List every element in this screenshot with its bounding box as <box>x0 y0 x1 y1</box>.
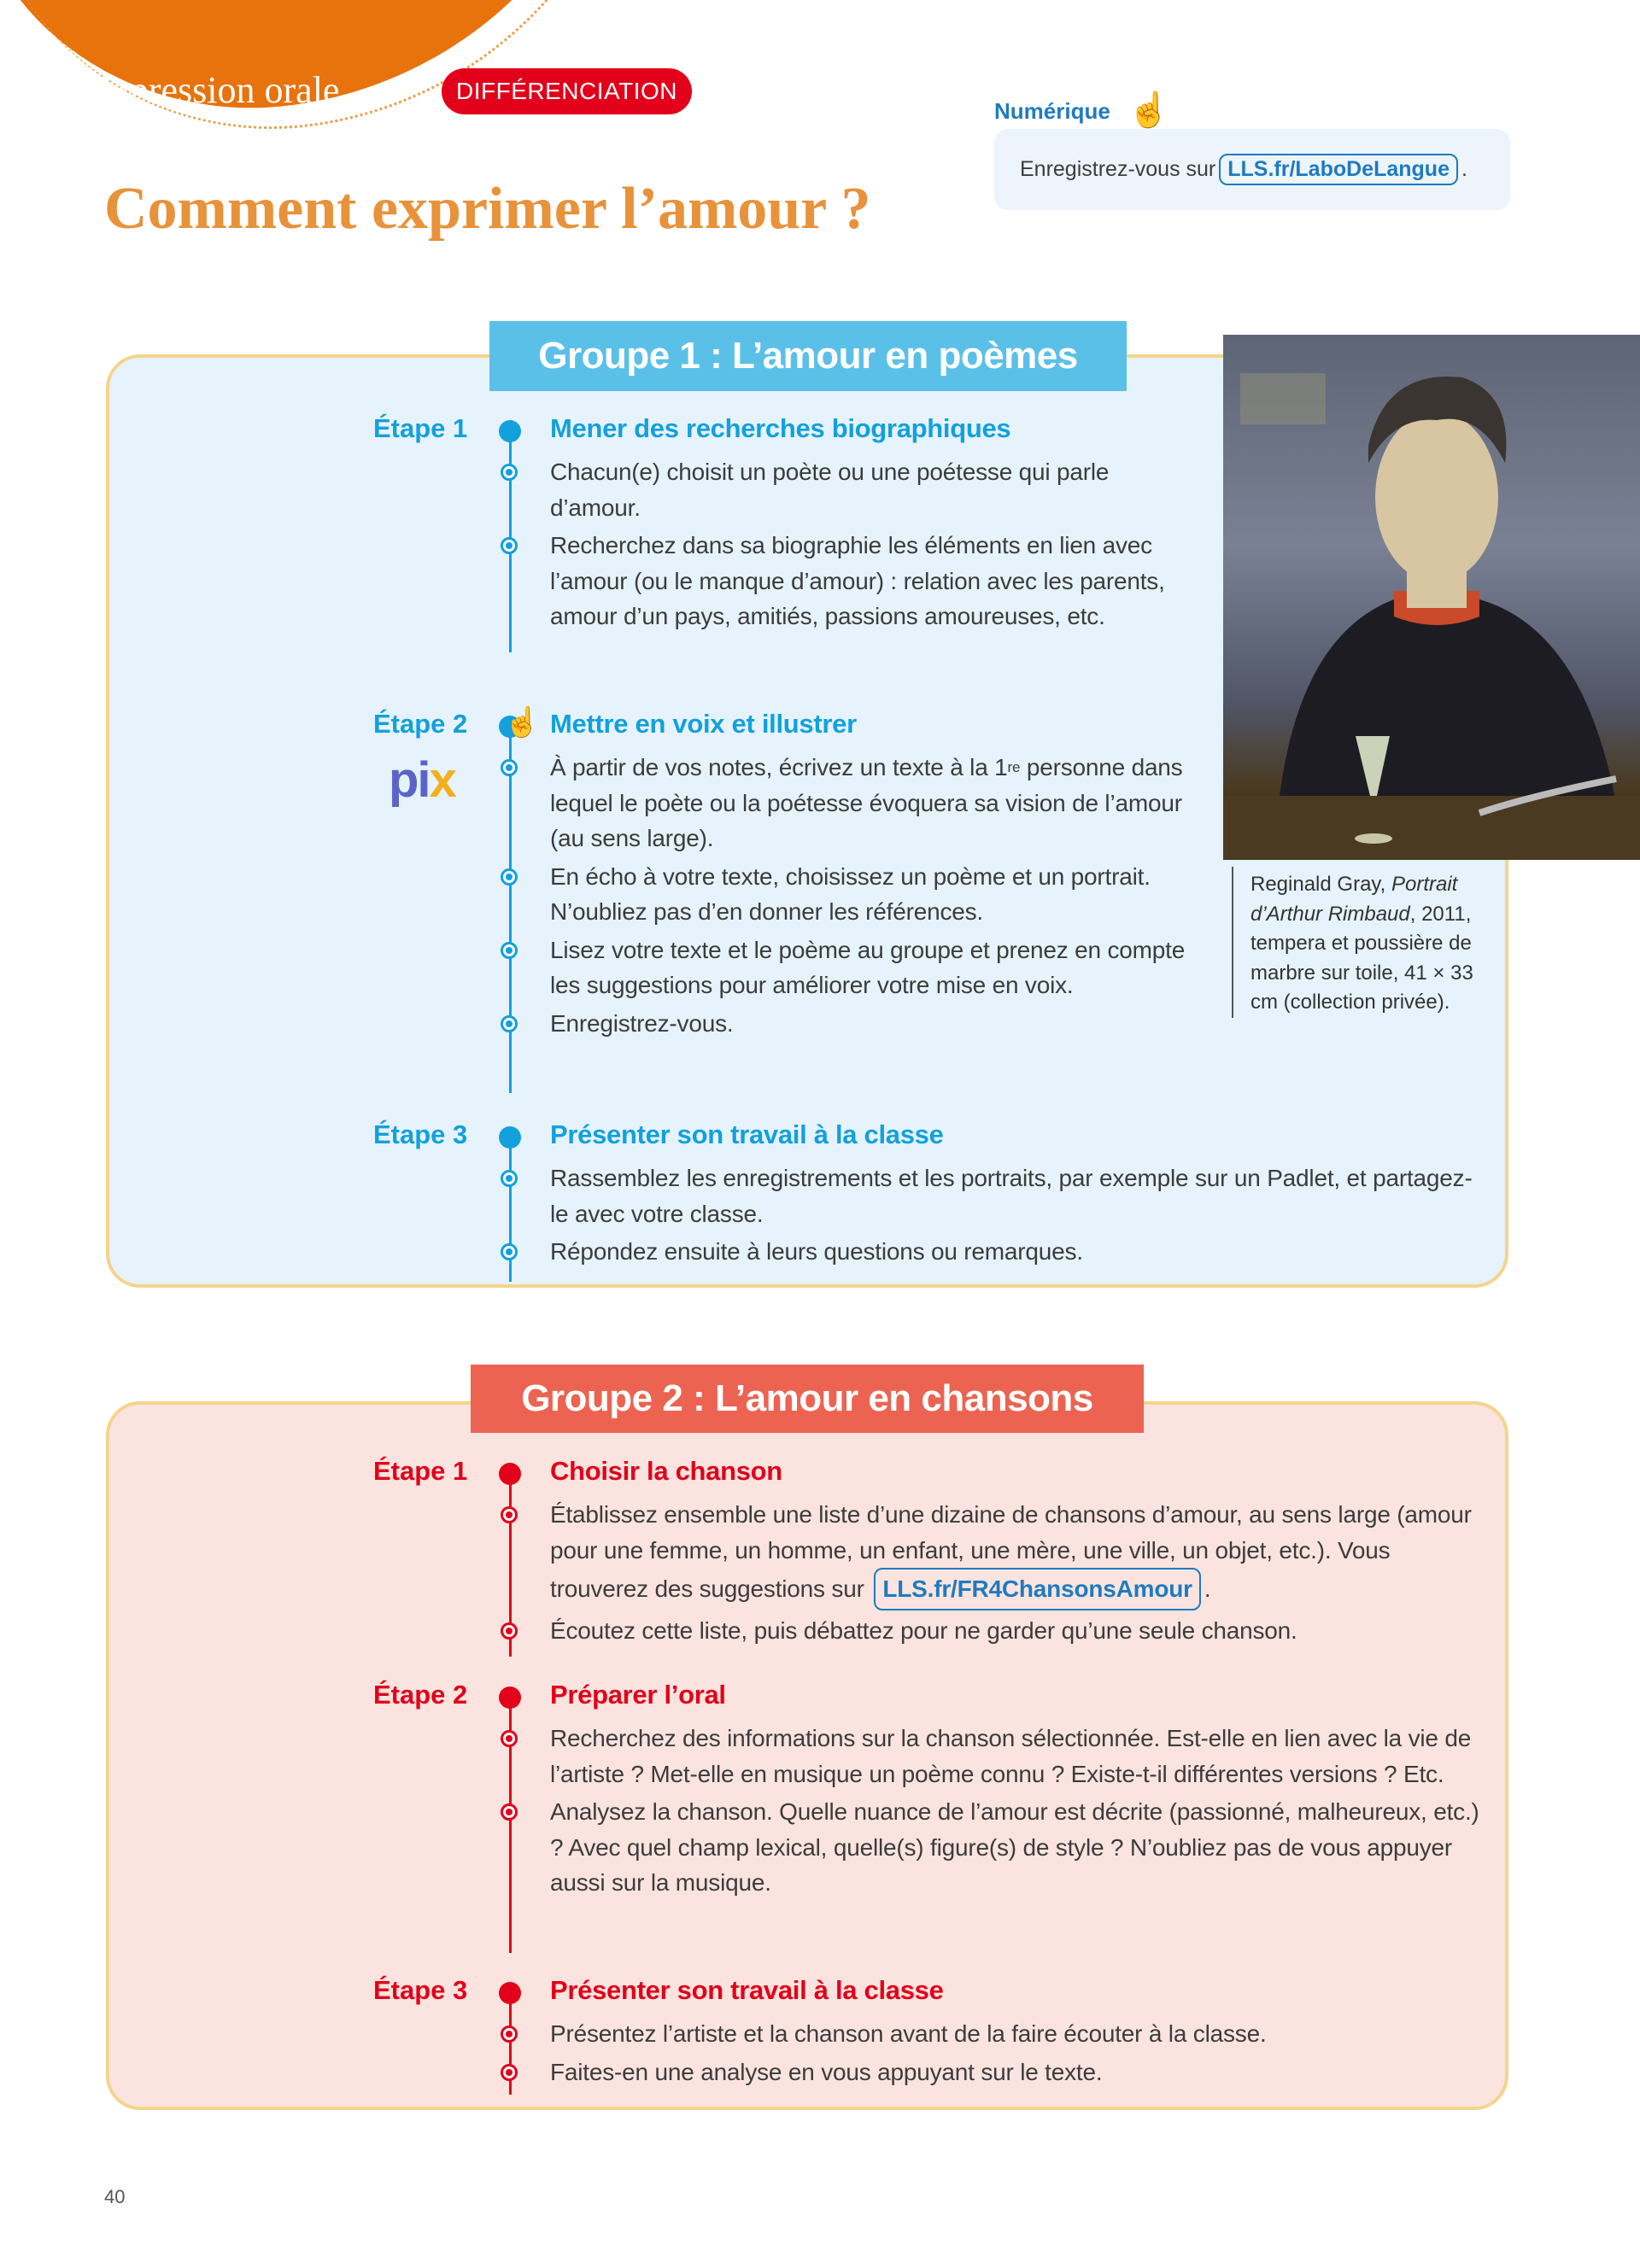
list-item: Lisez votre texte et le poème au groupe et prenez en compte les suggestions pour améliorer votre mise en voix. <box>550 932 1199 1003</box>
bullet-icon <box>501 1622 518 1640</box>
bullet-icon <box>501 2064 518 2081</box>
list-item: Rassemblez les enregistrements et les portraits, par exemple sur un Padlet, et partagez-le avec votre classe. <box>550 1160 1490 1231</box>
step-label: Étape 3 <box>373 1975 468 2005</box>
bullet-icon <box>501 2025 518 2043</box>
bullet-icon <box>501 1243 518 1260</box>
step-label: Étape 2 <box>373 1680 468 1710</box>
step-title: Choisir la chanson <box>550 1456 782 1486</box>
list-item: Enregistrez-vous. <box>550 1006 1199 1042</box>
list-item: Recherchez des informations sur la chanson sélectionnée. Est-elle en lien avec la vie de l’artiste ? Met-elle en musique un poème connu ? Existe-t-il différentes versions ? Etc. <box>550 1721 1490 1792</box>
list-item: Présentez l’artiste et la chanson avant de la faire écouter à la classe. <box>550 2016 1490 2052</box>
list-item: À partir de vos notes, écrivez un texte à la 1re personne dans lequel le poète ou la poétesse évoquera sa vision de l’amour (au sens large). <box>550 750 1199 856</box>
section-name: Expression orale <box>88 69 340 111</box>
step-label: Étape 2 <box>373 709 468 739</box>
page-title: Comment exprimer l’amour ? <box>104 176 871 242</box>
bullet-icon <box>501 942 518 959</box>
timeline-line <box>509 1145 512 1282</box>
list-item: Écoutez cette liste, puis débattez pour ne garder qu’une seule chanson. <box>550 1613 1490 1649</box>
numerique-label: Numérique <box>994 98 1110 124</box>
chansons-amour-link[interactable]: LLS.fr/FR4ChansonsAmour <box>874 1568 1201 1610</box>
bullet-icon <box>501 759 518 776</box>
differenciation-badge: DIFFÉRENCIATION <box>442 68 692 114</box>
page-number: 40 <box>104 2186 126 2207</box>
step-title: Présenter son travail à la classe <box>550 1119 944 1149</box>
bullet-icon <box>501 1506 518 1523</box>
click-hand-icon[interactable]: ☝ <box>504 706 541 739</box>
step-label: Étape 3 <box>373 1119 468 1149</box>
list-item: Répondez ensuite à leurs questions ou remarques. <box>550 1234 1490 1270</box>
list-item: Faites-en une analyse en vous appuyant sur le texte. <box>550 2055 1490 2090</box>
portrait-caption: Reginald Gray, Portrait d’Arthur Rimbaud, 2011, tempera et poussière de marbre sur toile, 41 × 33 cm (collection privée). <box>1232 867 1488 1018</box>
step-title: Présenter son travail à la classe <box>550 1975 944 2005</box>
pix-logo: pix <box>389 752 455 808</box>
bullet-icon <box>501 1170 518 1187</box>
bullet-icon <box>501 537 518 554</box>
step-label: Étape 1 <box>373 413 468 443</box>
step-title: Mettre en voix et illustrer <box>550 709 857 739</box>
numerique-box <box>994 129 1510 210</box>
timeline-line <box>509 2001 512 2095</box>
pointer-hand-icon: ☝ <box>1128 91 1170 129</box>
bullet-icon <box>501 464 518 481</box>
list-item: Établissez ensemble une liste d’une dizaine de chansons d’amour, au sens large (amour pour une femme, un homme, un enfant, une mère, une ville, un objet, etc.). Vous trouverez des suggestions sur LLS.fr/FR4ChansonsAmour . <box>550 1497 1490 1610</box>
bullet-icon <box>501 1730 518 1747</box>
group1-banner: Groupe 1 : L’amour en poèmes <box>489 321 1127 391</box>
list-item: Chacun(e) choisit un poète ou une poétesse qui parle d’amour. <box>550 454 1165 525</box>
list-item: En écho à votre texte, choisissez un poème et un portrait. N’oubliez pas d’en donner les références. <box>550 859 1199 930</box>
rimbaud-portrait-image <box>1223 335 1640 860</box>
bullet-icon <box>501 1803 518 1821</box>
list-item: Recherchez dans sa biographie les éléments en lien avec l’amour (ou le manque d’amour) : relation avec les parents, amour d’un pays, amitiés, passions amoureuses, etc. <box>550 528 1165 634</box>
bullet-icon <box>501 1015 518 1032</box>
labo-de-langue-link[interactable]: LLS.fr/LaboDeLangue <box>1219 154 1458 185</box>
period: . <box>1461 157 1467 181</box>
group2-banner: Groupe 2 : L’amour en chansons <box>471 1365 1144 1433</box>
step-label: Étape 1 <box>373 1456 468 1486</box>
bullet-icon <box>501 868 518 886</box>
list-item: Analysez la chanson. Quelle nuance de l’amour est décrite (passionné, malheureux, etc.) ? Avec quel champ lexical, quelle(s) figure(s) de style ? N’oubliez pas de vous appuyer aussi sur la musique. <box>550 1794 1490 1901</box>
step-title: Préparer l’oral <box>550 1680 726 1710</box>
numerique-text: Enregistrez-vous sur <box>1020 157 1216 181</box>
step-title: Mener des recherches biographiques <box>550 413 1011 443</box>
timeline-line <box>509 734 512 1093</box>
